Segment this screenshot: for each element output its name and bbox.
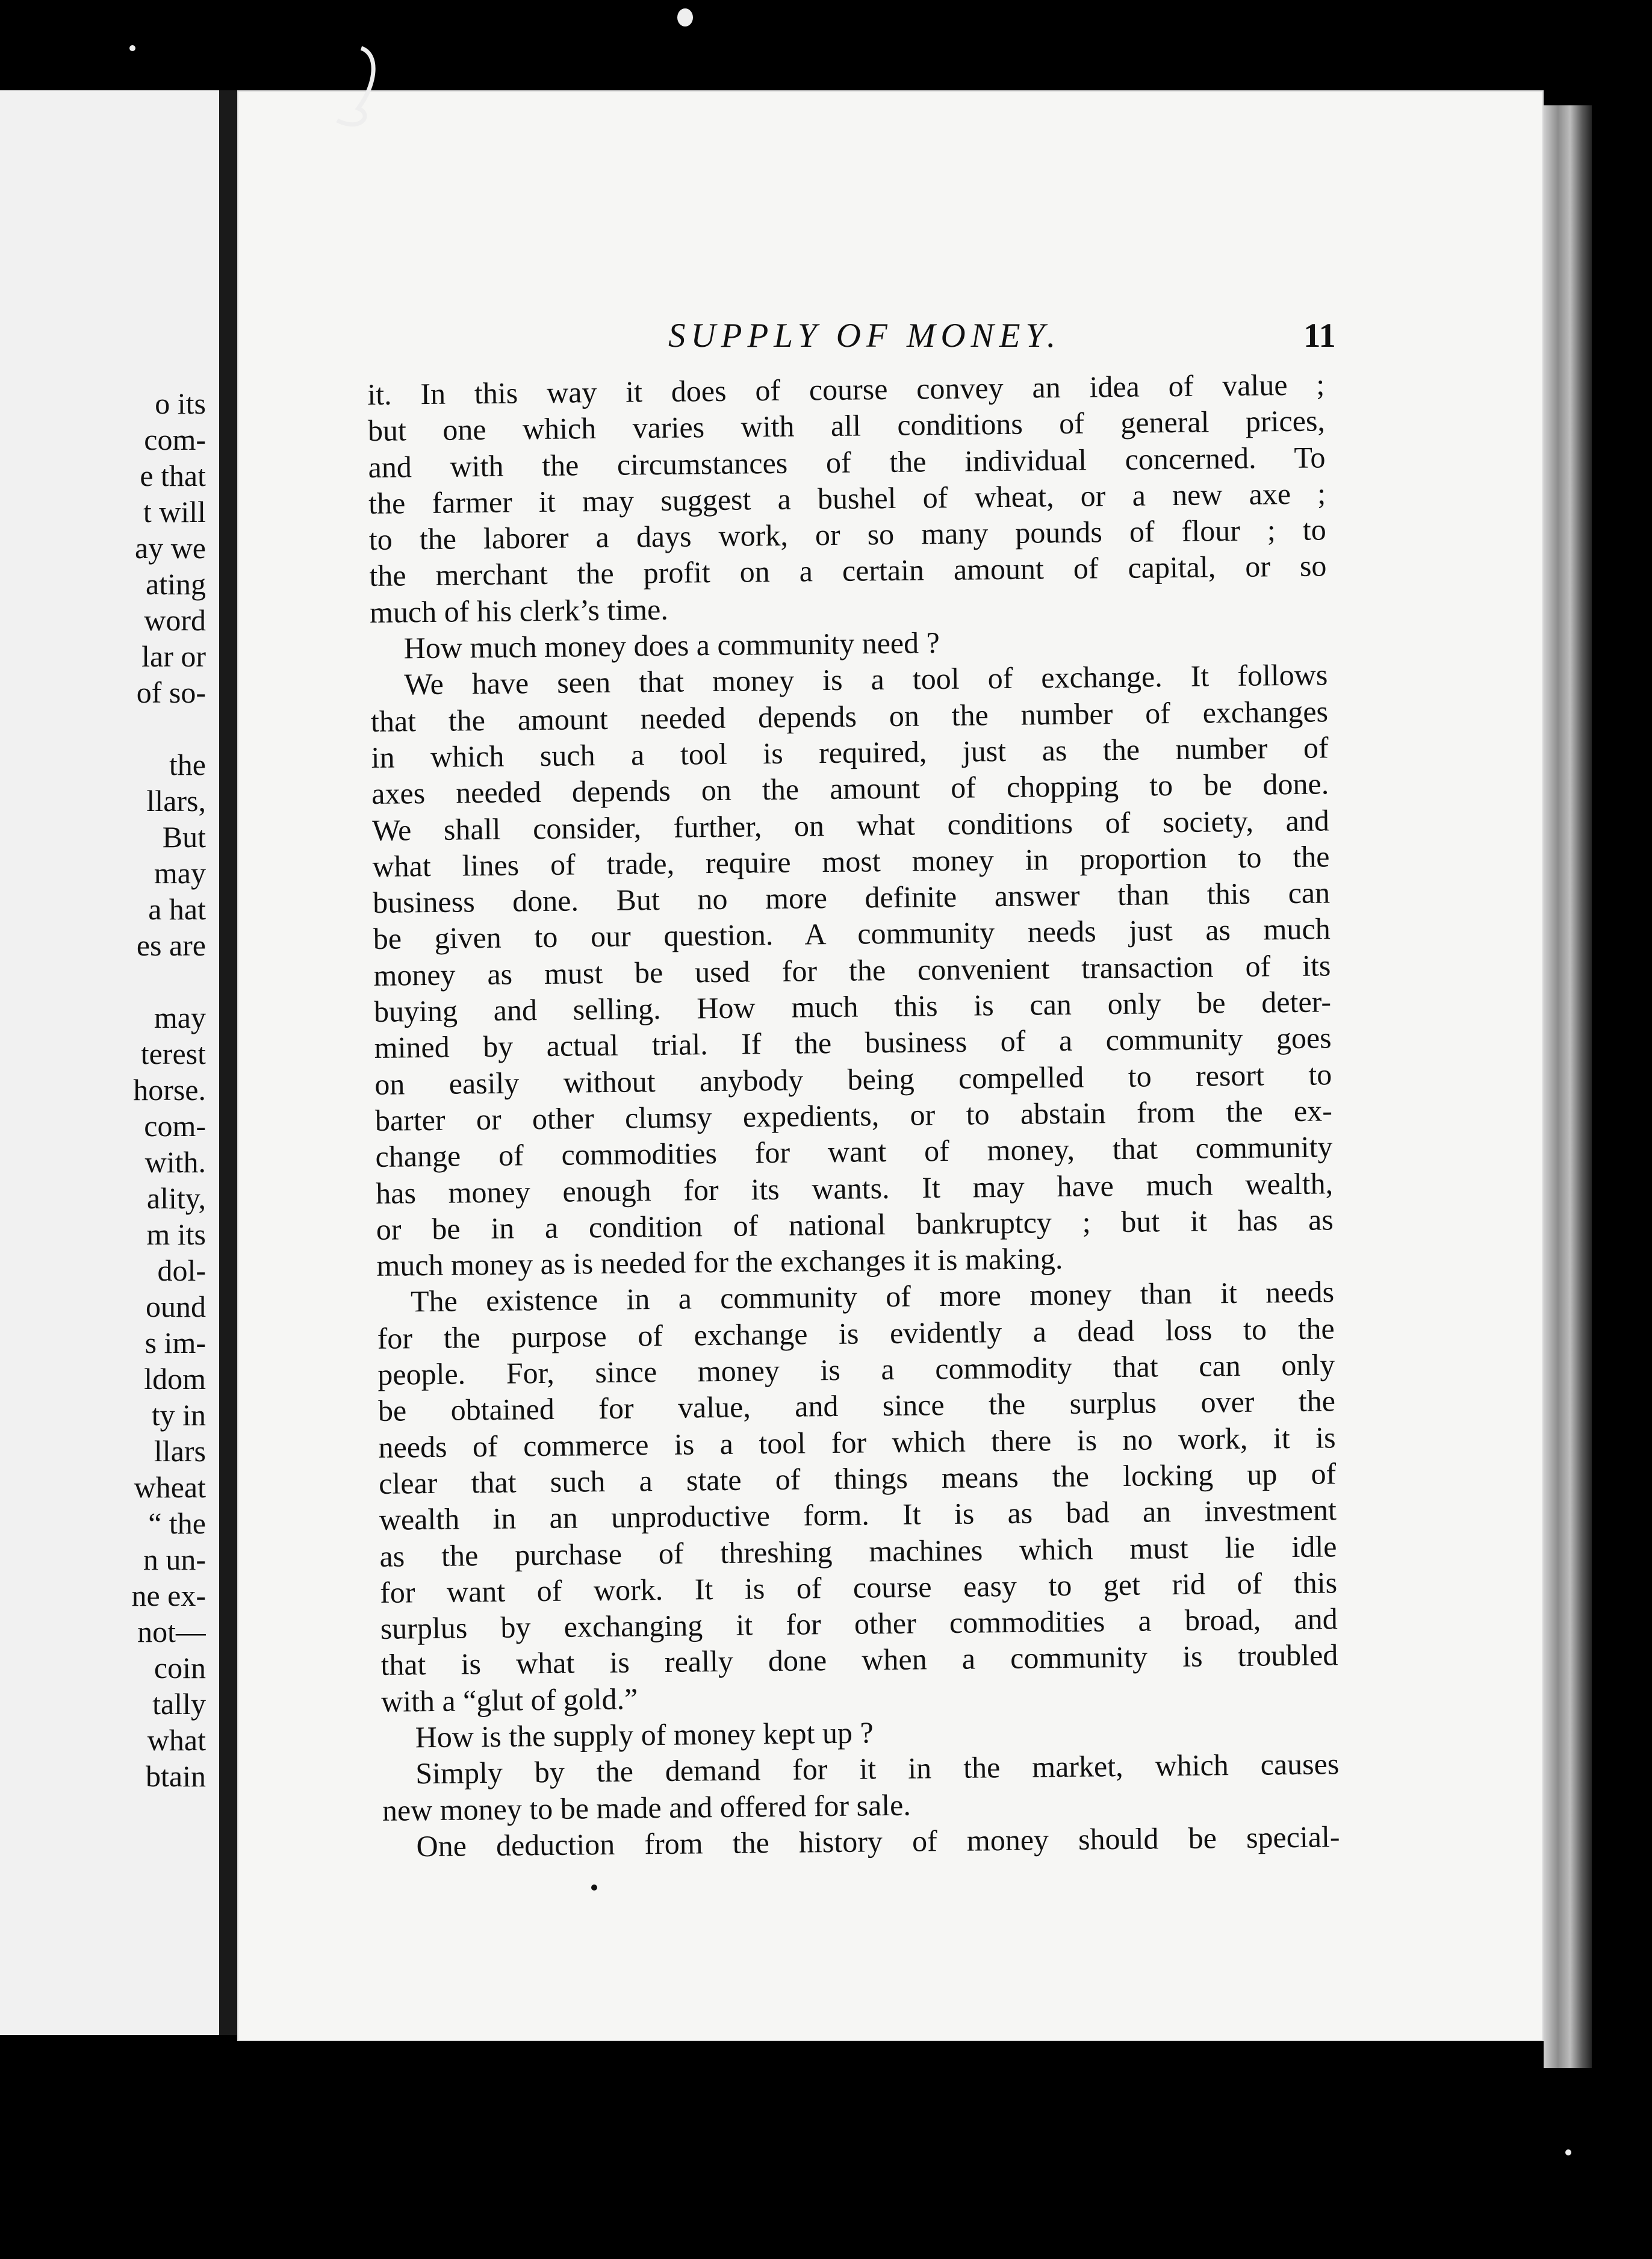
- text-line: and with the circumstances of the individual concerned. To: [368, 440, 1326, 484]
- scan-artifact: [1565, 2149, 1571, 2155]
- text-line: in which such a tool is required, just as the number of: [371, 730, 1329, 774]
- text-line: axes needed depends on the amount of chopping to be done.: [371, 766, 1329, 811]
- text-line: to the laborer a days work, or so many pounds of flour ; to: [368, 512, 1327, 557]
- left-line: n un-: [143, 1543, 206, 1576]
- book-gutter: [219, 90, 237, 2035]
- left-line: e that: [140, 459, 206, 493]
- left-line: wheat: [134, 1470, 206, 1504]
- text-line: One deduction from the history of money should be special-: [416, 1819, 1340, 1863]
- text-line: We have seen that money is a tool of exchange. It follows: [404, 657, 1328, 701]
- text-line: needs of commerce is a tool for which there is no work, it is: [378, 1420, 1336, 1464]
- text-line: We shall consider, further, on what conditions of society, and: [371, 803, 1330, 847]
- text-line: barter or other clumsy expedients, or to abstain from the ex-: [374, 1093, 1333, 1137]
- text-line: new money to be made and offered for sale.: [382, 1788, 911, 1827]
- left-line: not—: [137, 1615, 206, 1648]
- text-line: How much money does a community need ?: [403, 626, 940, 665]
- text-line: business done. But no more definite answer than this can: [372, 875, 1331, 920]
- text-line: wealth in an unproductive form. It is as bad an investment: [379, 1493, 1337, 1537]
- text-line: surplus by exchanging it for other commodities a broad, and: [380, 1602, 1338, 1645]
- left-line: ay we: [135, 531, 206, 565]
- left-line: what: [147, 1723, 206, 1757]
- left-line: llars,: [146, 784, 206, 818]
- left-line: [1, 710, 206, 747]
- text-line: for the purpose of exchange is evidently a dead loss to the: [377, 1311, 1335, 1355]
- scan-artifact: [325, 42, 397, 132]
- left-line: ldom: [144, 1362, 206, 1396]
- text-line: has money enough for its wants. It may have much wealth,: [375, 1166, 1334, 1210]
- text-line: it. In this way it does of course convey an idea of value ;: [367, 367, 1325, 411]
- text-line: change of commodities for want of money, that community: [375, 1130, 1333, 1174]
- left-line: horse.: [133, 1073, 206, 1107]
- scan-artifact: [129, 45, 135, 51]
- scan-artifact: [677, 8, 693, 26]
- left-line: s im-: [144, 1326, 206, 1359]
- left-line: word: [144, 603, 206, 637]
- text-line: for want of work. It is of course easy to get rid of this: [379, 1565, 1338, 1609]
- left-line: es are: [136, 928, 206, 962]
- left-line: com-: [144, 423, 206, 456]
- left-line: dol-: [157, 1254, 206, 1287]
- text-line: The existence in a community of more money than it needs: [410, 1275, 1335, 1319]
- left-line: com-: [144, 1109, 206, 1143]
- left-line: tally: [152, 1687, 206, 1721]
- left-line: coin: [154, 1651, 206, 1685]
- text-line: what lines of trade, require most money in proportion to the: [372, 839, 1330, 883]
- text-line: How is the supply of money kept up ?: [415, 1715, 874, 1754]
- text-line: buying and selling. How much this is can only be deter-: [373, 984, 1332, 1028]
- text-line: be obtained for value, and since the surplus over the: [377, 1384, 1336, 1428]
- left-line: o its: [155, 387, 206, 420]
- left-line: the: [169, 748, 206, 781]
- text-line: money as must be used for the convenient transaction of its: [373, 948, 1331, 992]
- scan-artifact: [591, 1885, 597, 1891]
- text-line: be given to our question. A community needs just as much: [373, 912, 1331, 956]
- left-line: may: [154, 1001, 206, 1034]
- left-line: ating: [146, 567, 206, 601]
- text-line: clear that such a state of things means the locking up of: [378, 1456, 1337, 1500]
- left-line: t will: [143, 495, 206, 529]
- text-line: that is what is really done when a community is troubled: [380, 1638, 1338, 1682]
- body-text: [367, 366, 1340, 1865]
- text-line: or be in a condition of national bankruptcy ; but it has as: [376, 1202, 1334, 1246]
- left-line: ound: [146, 1290, 206, 1323]
- left-line: btain: [146, 1759, 206, 1793]
- left-line: llars: [154, 1434, 206, 1468]
- page-number: 11: [1303, 317, 1336, 355]
- text-line: the merchant the profit on a certain amount of capital, or so: [369, 548, 1327, 593]
- text-line: as the purchase of threshing machines which must lie idle: [379, 1529, 1337, 1573]
- left-line: ality,: [146, 1181, 206, 1215]
- left-line: [1, 963, 206, 999]
- left-line: lar or: [141, 639, 206, 673]
- text-line: much of his clerk’s time.: [369, 592, 669, 629]
- left-line: But: [162, 820, 206, 854]
- left-line: may: [154, 856, 206, 890]
- text-line: mined by actual trial. If the business of a community goes: [374, 1021, 1332, 1065]
- text-line: Simply by the demand for it in the market, which causes: [415, 1747, 1340, 1791]
- left-line: ne ex-: [131, 1579, 206, 1612]
- text-line: with a “glut of gold.”: [380, 1682, 638, 1718]
- left-line: m its: [146, 1217, 206, 1251]
- text-line: that the amount needed depends on the number of exchanges: [370, 694, 1329, 738]
- text-line: but one which varies with all conditions of general prices,: [367, 403, 1326, 448]
- left-line: a hat: [148, 892, 206, 926]
- page-edges: [1544, 105, 1592, 2068]
- text-line: people. For, since money is a commodity that can only: [377, 1347, 1335, 1391]
- left-line: “ the: [148, 1506, 206, 1540]
- running-head: SUPPLY OF MONEY.: [668, 317, 1061, 355]
- left-line: ty in: [151, 1398, 206, 1432]
- left-page-text: [1, 385, 206, 1794]
- left-line: terest: [140, 1037, 206, 1070]
- left-facing-page: [0, 90, 223, 2035]
- text-line: on easily without anybody being compelled to resort to: [374, 1057, 1332, 1101]
- text-line: the farmer it may suggest a bushel of wheat, or a new axe ;: [368, 476, 1326, 520]
- left-line: with.: [144, 1145, 206, 1179]
- text-line: much money as is needed for the exchanges it is making.: [376, 1241, 1063, 1283]
- left-line: of so-: [136, 676, 206, 709]
